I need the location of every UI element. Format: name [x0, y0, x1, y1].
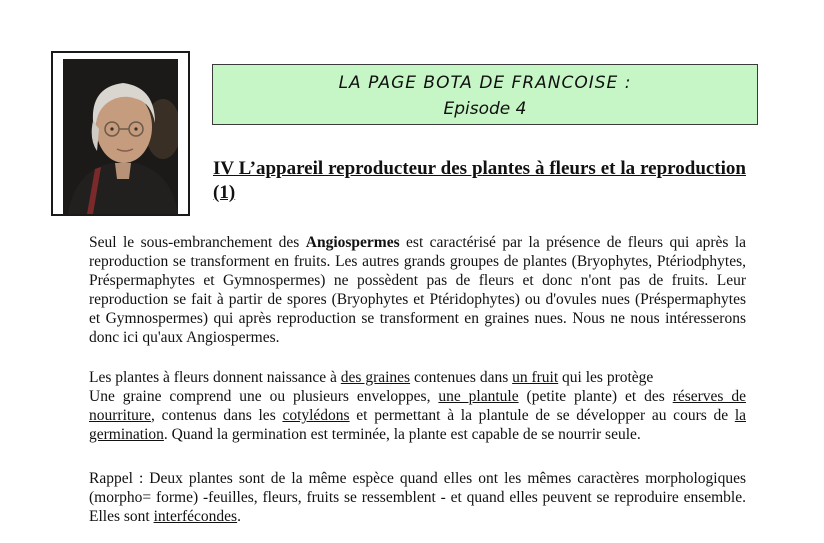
title-banner — [212, 64, 758, 125]
banner-title: LA PAGE BOTA DE FRANCOISE : — [338, 73, 632, 93]
banner-subtitle: Episode 4 — [443, 99, 527, 119]
portrait-illustration — [63, 59, 178, 214]
p4-underline-interfecondes: interfécondes — [153, 508, 238, 525]
p3-underline-plantule: une plantule — [438, 388, 519, 405]
p4-text-a: Rappel : Deux plantes sont de la même espèce quand elles ont les mêmes caractères morphologiques (morpho= forme) -feuilles, fleurs, fruits se ressemblent - et quand elles peuvent se reproduire ensemble. Elles sont — [89, 470, 746, 525]
paragraph-rappel — [89, 469, 746, 526]
p4-text-c: . — [237, 508, 241, 525]
p2-line — [89, 368, 746, 387]
portrait-frame — [51, 51, 190, 216]
p1-bold-angiospermes: Angiospermes — [305, 234, 400, 251]
p2-underline-fruit: un fruit — [512, 369, 559, 386]
paragraph-seeds — [89, 368, 746, 444]
p3-text-i: . Quand la germination est terminée, la plante est capable de se nourrir seule. — [163, 426, 641, 443]
p3-text-g: et permettant à la plantule de se développer au cours de — [349, 407, 735, 424]
portrait-photo — [63, 59, 178, 214]
p2-text-a: Les plantes à fleurs donnent naissance à — [89, 369, 341, 386]
p3-text-e: , contenus dans les — [150, 407, 283, 424]
p1-text-a: Seul le sous-embranchement des — [89, 234, 306, 251]
p3-underline-cotyledons: cotylédons — [282, 407, 350, 424]
p1-text-c: est caractérisé par la présence de fleurs qui après la reproduction se transforment en fruits. Les autres grands groupes de plantes (Bryophytes, Ptériodphytes, Préspermaphytes et Gymnospermes) ne possèdent pas de fleurs et donc n'ont pas de fruits. Leur reproduction se fait à partir de spores (Bryophytes et Ptéridophytes) ou d'ovules nues (Préspermaphytes et Gymnospermes) qui après reproduction se transforment en graines nues. Nous ne nous intéresserons donc ici qu'aux Angiospermes. — [89, 234, 747, 346]
section-heading: IV L’appareil reproducteur des plantes à fleurs et la reproduction (1) — [213, 158, 746, 203]
p3-block — [89, 387, 746, 444]
p3-underline-germination: la germination — [89, 407, 746, 443]
p2-underline-graines: des graines — [340, 369, 411, 386]
p3-text-a: Une graine comprend une ou plusieurs enveloppes, — [89, 388, 439, 405]
paragraph-intro — [89, 233, 746, 347]
p3-text-c: (petite plante) et des — [518, 388, 673, 405]
p2-text-e: qui les protège — [558, 369, 654, 386]
p3-underline-reserves: réserves de nourriture — [89, 388, 747, 424]
p2-text-c: contenues dans — [410, 369, 513, 386]
